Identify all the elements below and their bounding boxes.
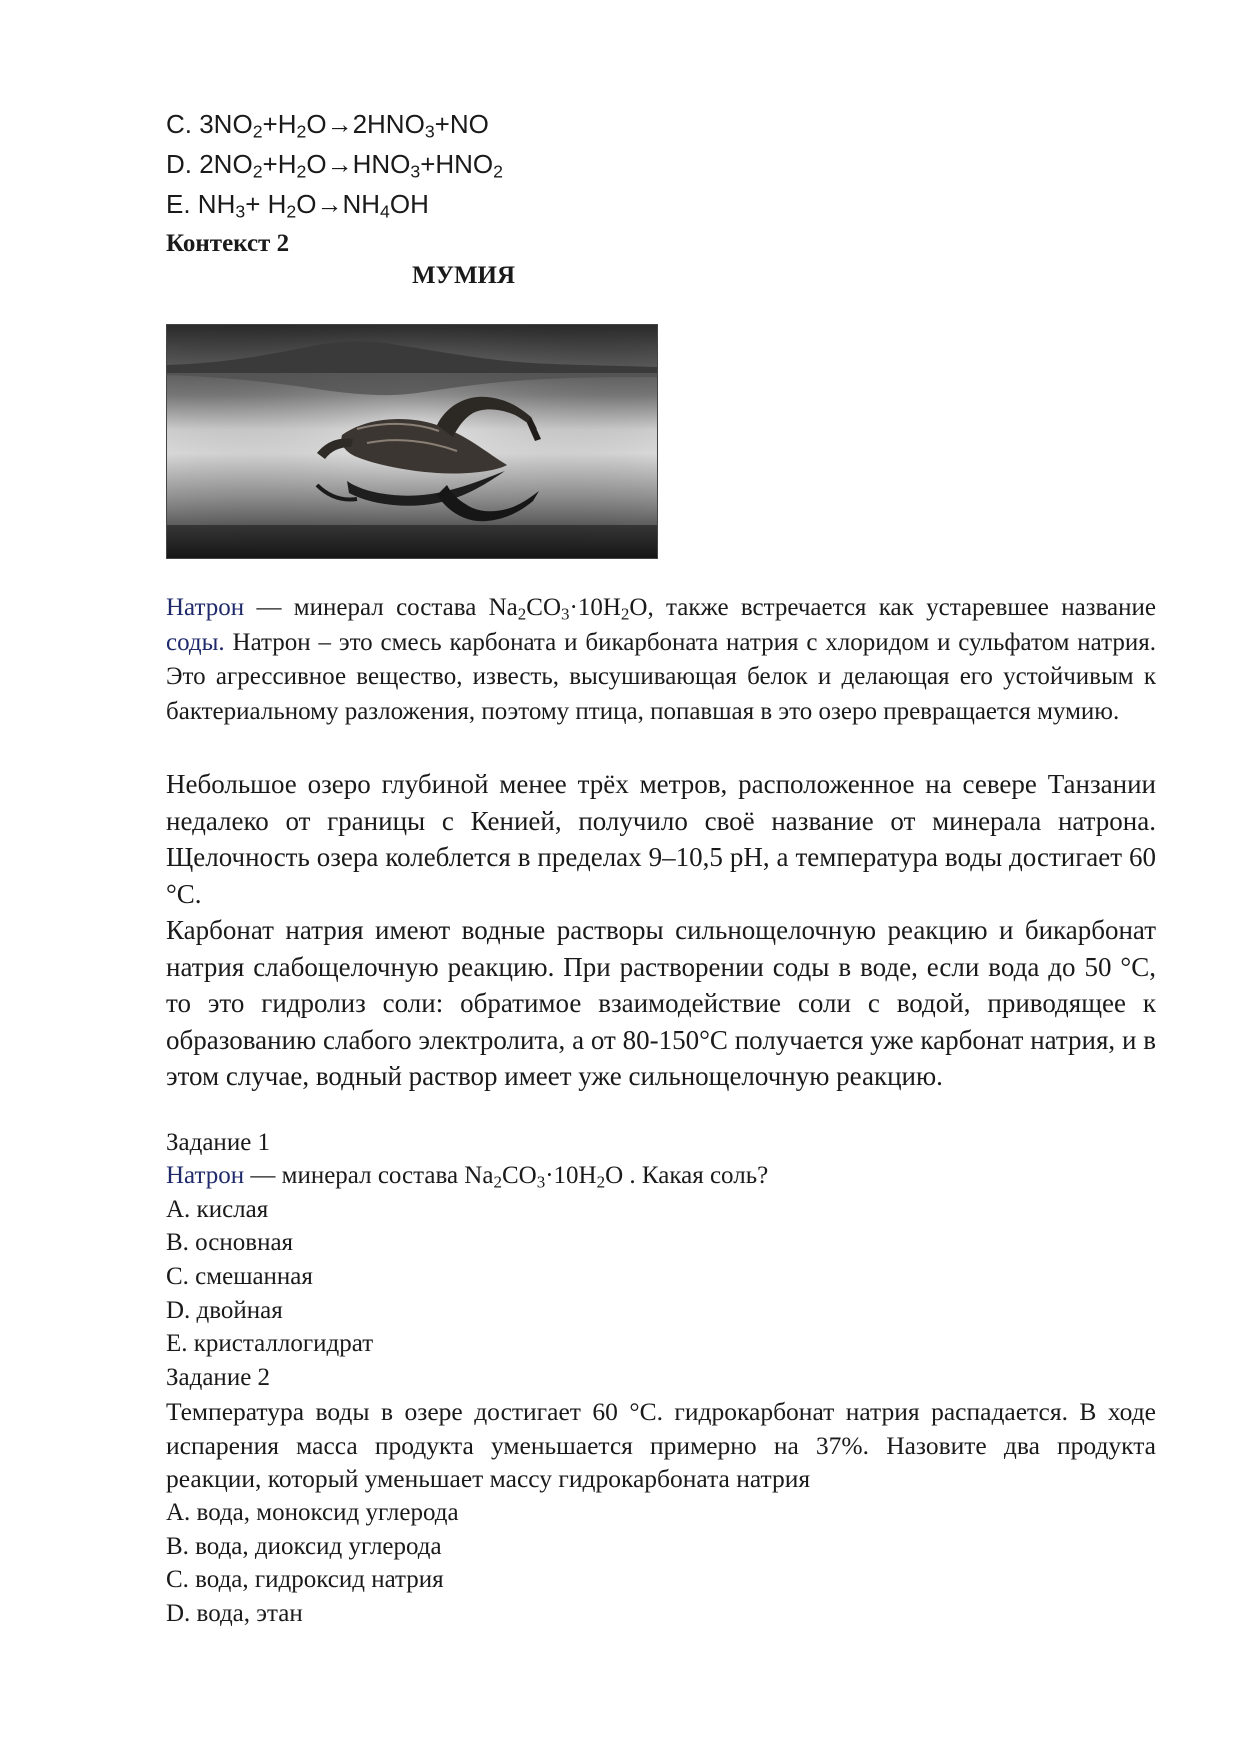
paragraph-hydrolysis: Карбонат натрия имеют водные растворы сильнощелочную реакцию и бикарбонат натрия слабощелочную реакцию. При растворении соды в воде, если вода до 50 °C, то это гидролиз соли: обратимое взаимодействие соли с водой, приводящее к образованию слабого электролита, а от 80-150°C получается уже карбонат натрия, и в этом случае, водный раствор имеет уже сильнощелочную реакцию. <box>166 915 1156 1091</box>
context-label: Контекст 2 <box>166 230 290 257</box>
flamingo-photo <box>166 324 658 559</box>
task2-question: Температура воды в озере достигает 60 °C. гидрокарбонат натрия распадается. В ходе испарения масса продукта уменьшается примерно на 37%. Назовите два продукта реакции, который уменьшает массу гидрокарбоната натрия <box>166 1397 1156 1493</box>
answer-option-e: E. $NH_3+ H_2O\to NH_4OH$ <box>166 189 429 222</box>
page-title: МУМИЯ <box>412 262 516 289</box>
task2-option-c: C. вода, гидроксид натрия <box>166 1566 444 1593</box>
task2-option-b: B. вода, диоксид углерода <box>166 1533 442 1560</box>
paragraph-natron-definition: Натрон — минерал состава $Na_2CO_3\cdot 10H_2O$, также встречается как устаревшее название соды. Натрон – это смесь карбоната и бикарбоната натрия с хлоридом и сульфатом натрия. Это агрессивное вещество, известь, высушивающая белок и делающая его устойчивым к бактериальному разложения, поэтому птица, попавшая в это озеро превращается мумию. <box>166 594 1156 725</box>
task2-option-a: A. вода, моноксид углерода <box>166 1499 459 1526</box>
natron-link[interactable]: Натрон <box>166 1162 245 1189</box>
task1-option-d: D. двойная <box>166 1297 283 1324</box>
soda-link[interactable]: соды. <box>166 628 225 656</box>
natron-link[interactable]: Натрон <box>166 594 245 621</box>
paragraph-lake-description: Небольшое озеро глубиной менее трёх метров, расположенное на севере Танзании недалеко от границы с Кенией, получило своё название от минерала натрона. Щелочность озера колеблется в пределах 9–10,5 pH, а температура воды достигает 60 °C. <box>166 769 1156 909</box>
task1-option-c: C. смешанная <box>166 1263 313 1290</box>
task1-option-a: A. кислая <box>166 1196 269 1223</box>
task1-question: Натрон — минерал состава $Na_2CO_3\cdot 10H_2O$ . Какая соль? <box>166 1162 769 1192</box>
task2-label: Задание 2 <box>166 1364 271 1391</box>
task1-option-e: E. кристаллогидрат <box>166 1330 374 1357</box>
task1-label: Задание 1 <box>166 1129 271 1156</box>
answer-option-c: С. $3NO_2+H_2O\to 2HNO_3+NO$ <box>166 109 489 142</box>
task1-option-b: B. основная <box>166 1229 294 1256</box>
answer-option-d: D. $2NO_2+H_2O\to HNO_3+HNO_2$ <box>166 149 503 182</box>
task2-option-d: D. вода, этан <box>166 1600 303 1627</box>
